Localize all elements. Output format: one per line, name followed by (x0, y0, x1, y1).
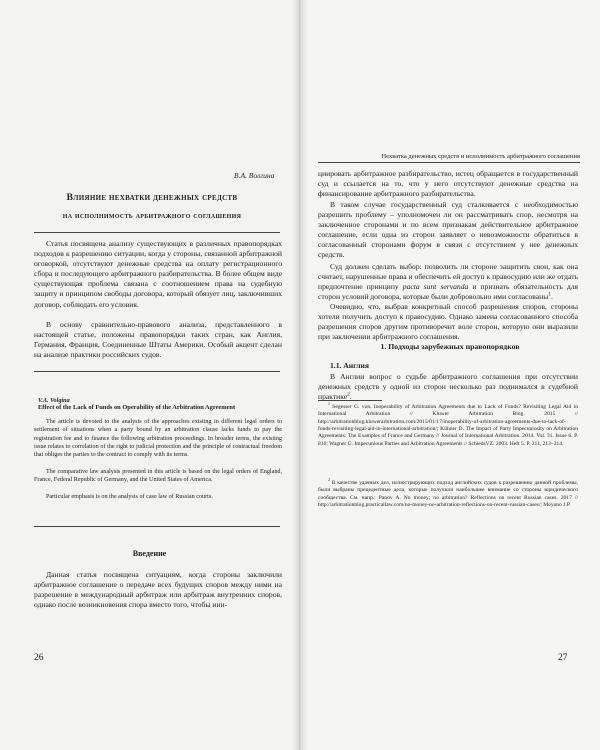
abstract-divider-rule (34, 371, 280, 372)
footnote-separator (318, 400, 382, 401)
page-number-left: 26 (34, 653, 44, 663)
abstract-en-author: V.A. Volgina (38, 397, 70, 404)
para3-text-a: Суд должен сделать выбор: позволить ли стороне защитить свои, как она считает, нарушенные права и обеспечить ей доступ к правосудию или же отдать предпочтение принципу (318, 262, 578, 292)
para6-text-end: . (349, 392, 352, 402)
body-paragraph-3 (318, 262, 578, 302)
footnote-ref-1: 1 (548, 291, 551, 298)
footnote-1-text: Segesser G. von. Inoperability of Arbitration Agreements due to Lack of Funds? Revisiting Legal Aid in International Arbitration // Kluwer Arbitration Blog. 2015 // http://arbitrationblog.kluwerarbitration.com/2015/01/17/inoperability-of-arbitration-agreements-due-to-lack-of-funds-revisiting-legal-aid-in-international-arbitration/; Kühner D. The Impact of Party Impecuniosity on Arbitration Agreements: The Examples of France and Germany // Journal of International Arbitration. 2014. Vol. 31. Issue 6. P. 816; Wagner G. Impecunious Parties and Arbitration Agreements // SchiedsVZ. 2003. Heft 5. P. 211, 213–214. (318, 404, 578, 447)
body-paragraph-2: В таком случае государственный суд сталкивается с необходимостью разрешить проблему – уполномочен ли он рассматривать спор, несмотря на заключенное сторонами и по всем признакам действительное арбитражное соглашение, если одна из сторон заявляет о невозможности обратиться в согласованный сторонами форум в связи с отсутствием у нее денежных средств. (318, 200, 578, 260)
abstract-en-paragraph-2: The comparative law analysis presented in this article is based on the legal orders of England, France, Federal Republic of Germany, and the United States of America. (34, 469, 282, 484)
abstract-ru-paragraph-2: В основу сравнительно-правового анализа, представленного в настоящей статье, положены правопорядки таких стран, как Англия, Германия, Франция, Соединенные Штаты Америки. Особый акцент сделан на анализе практики российских судов. (34, 320, 282, 360)
footnote-1 (318, 404, 578, 448)
book-gutter-shadow (292, 0, 308, 750)
section-heading-introduction: Введение (132, 549, 167, 558)
section-heading-foreign-approaches: 1. Подходы зарубежных правопорядков (380, 342, 520, 351)
running-head: Нехватка денежных средств и исполнимость арбитражного соглашения (318, 153, 580, 163)
body-paragraph-1: циировать арбитражное разбирательство, истец обращается в государственный суд и ссылается на то, что у него отсутствуют денежные средства на финансирование арбитражного разбирательства. (318, 169, 578, 199)
para3-latin-phrase: pacta sunt servanda (402, 282, 469, 292)
article-title-line-2: на исполнимость арбитражного соглашения (62, 210, 242, 220)
abstract-ru-paragraph-1: Статья посвящена анализу существующих в различных правопорядках подходов к разрешению ситуации, когда у стороны, связанной арбитражной оговоркой, отсутствуют денежные средства на оплату регистрационного сбора и последующего арбитражного разбирательства. В более общем виде существующая проблема связана с соотношением права на судебную защиту и принципом свободы договора, который обязует лиц, заключивших договор, соблюдать его условия. (34, 239, 282, 309)
body-paragraph-6 (318, 372, 578, 402)
footnote-1-number: 1 (328, 402, 330, 407)
abstract-en-title: Effect of the Lack of Funds on Operability of the Arbitration Agreement (38, 404, 236, 411)
para3-text-end: . (550, 292, 553, 302)
footnote-ref-2: 2 (347, 391, 350, 398)
abstract-en-paragraph-3: Particular emphasis is on the analysis of case law of Russian courts. (46, 494, 213, 500)
introduction-paragraph: Данная статья посвящена ситуациям, когда стороны заключили арбитражное соглашение о передаче всех будущих споров между ними на разрешение в международный арбитраж или арбитраж внутренних споров, однако после возникновения спора вместо того, чтобы ини- (34, 570, 282, 610)
page-number-right: 27 (558, 653, 568, 663)
author-name: В.А. Волгина (234, 171, 275, 180)
footnote-2-number: 2 (328, 478, 330, 483)
subsection-heading-england: 1.1. Англия (330, 361, 369, 370)
para3-text-b: и признать обязательность для сторон условий договора, которые были добровольно ими согласованы (318, 282, 578, 302)
para6-text: В Англии вопрос о судьбе арбитражного соглашения при отсутствии денежных средств у одной из сторон несколько раз поднимался в судебной практике (318, 372, 578, 402)
left-page (0, 0, 299, 750)
footnote-2 (318, 480, 578, 509)
abstract-en-paragraph-1: The article is devoted to the analysis of the approaches existing in different legal orders to settlement of situations when a party bound by an arbitration clause lacks funds to pay the registration fee and to finance the following arbitration proceedings. In broader terms, the existing issue relates to correlation of the right to judicial protection and the principle of contractual freedom that obliges the parties to the contract to comply with its terms. (34, 419, 282, 459)
body-paragraph-4: Очевидно, что, выбрав конкретный способ разрешения споров, стороны хотели получить доступ к правосудию. Однако замена согласованного способа разрешения споров другим противоречит воле сторон, которую они выразили при заключении арбитражного соглашения. (318, 302, 578, 342)
article-title-line-1: Влияние нехватки денежных средств (66, 193, 238, 203)
abstract-top-rule (34, 232, 280, 233)
footnote-2-text: В качестве удачных дел, иллюстрирующих подход английских судов к разрешению данной проблемы, были выбраны прецедентные дела, которые получили наибольшее внимание со стороны юридического сообщества. См. напр.: Panov A. No money; no arbitration? Reflections on recent Russian cases. 2017 // http://arbitrationblog.practicallaw.com/no-money-no-arbitration-reflections-on-recent-russian-cases/; Moyano J.P. (318, 480, 578, 509)
abstract-bottom-rule (34, 526, 280, 527)
